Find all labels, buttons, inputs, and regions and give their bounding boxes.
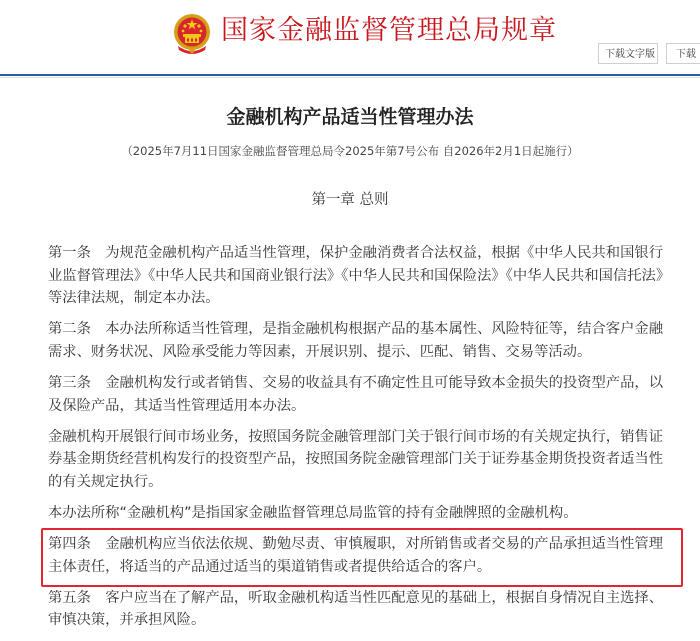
- download-text-button[interactable]: 下载文字版: [598, 43, 658, 64]
- site-title: 国家金融监督管理总局规章: [221, 15, 557, 46]
- article-4: 第四条 金融机构应当依法依规、勤勉尽责、审慎履职，对所销售或者交易的产品承担适当性管理主体责任，将适当的产品通过适当的渠道销售或者提供给适合的客户。: [48, 536, 663, 575]
- article-3-paragraph-3: 本办法所称“金融机构”是指国家金融监督管理总局监管的持有金融牌照的金融机构。: [48, 504, 578, 521]
- article-3: 第三条 金融机构发行或者销售、交易的收益具有不确定性且可能导致本金损失的投资型产品，以及保险产品，其适当性管理适用本办法。: [48, 374, 663, 414]
- article-3-paragraph-2: 金融机构开展银行间市场业务，按照国务院金融管理部门关于银行间市场的有关规定执行，销售证券基金期货经营机构发行的投资型产品，按照国务院金融管理部门关于证券基金期货投资者适当性的有关规定执行。: [48, 428, 663, 490]
- download-button[interactable]: 下载: [666, 43, 700, 64]
- header-divider-light: [0, 77, 700, 78]
- article-5: 第五条 客户应当在了解产品，听取金融机构适当性匹配意见的基础上，根据自身情况自主选择、审慎决策，并承担风险。: [48, 589, 663, 629]
- site-header: [0, 0, 700, 76]
- chapter-heading: 第一章 总则: [311, 192, 389, 208]
- header-divider: [0, 74, 700, 76]
- national-emblem-icon: [172, 12, 212, 56]
- article-2: 第二条 本办法所称适当性管理，是指金融机构根据产品的基本属性、风险特征等，结合客户金融需求、财务状况、风险承受能力等因素，开展识别、提示、匹配、销售、交易等活动。: [48, 321, 663, 360]
- article-1: 第一条 为规范金融机构产品适当性管理，保护金融消费者合法权益，根据《中华人民共和国银行业监督管理法》《中华人民共和国商业银行法》《中华人民共和国保险法》《中华人民共和国信托法》等法律法规，制定本办法。: [48, 245, 663, 307]
- document-title: 金融机构产品适当性管理办法: [226, 106, 474, 128]
- article-4-highlight-box: [41, 528, 683, 587]
- document-subtitle: （2025年7月11日国家金融监督管理总局令2025年第7号公布 自2026年2月1日起施行）: [121, 144, 579, 158]
